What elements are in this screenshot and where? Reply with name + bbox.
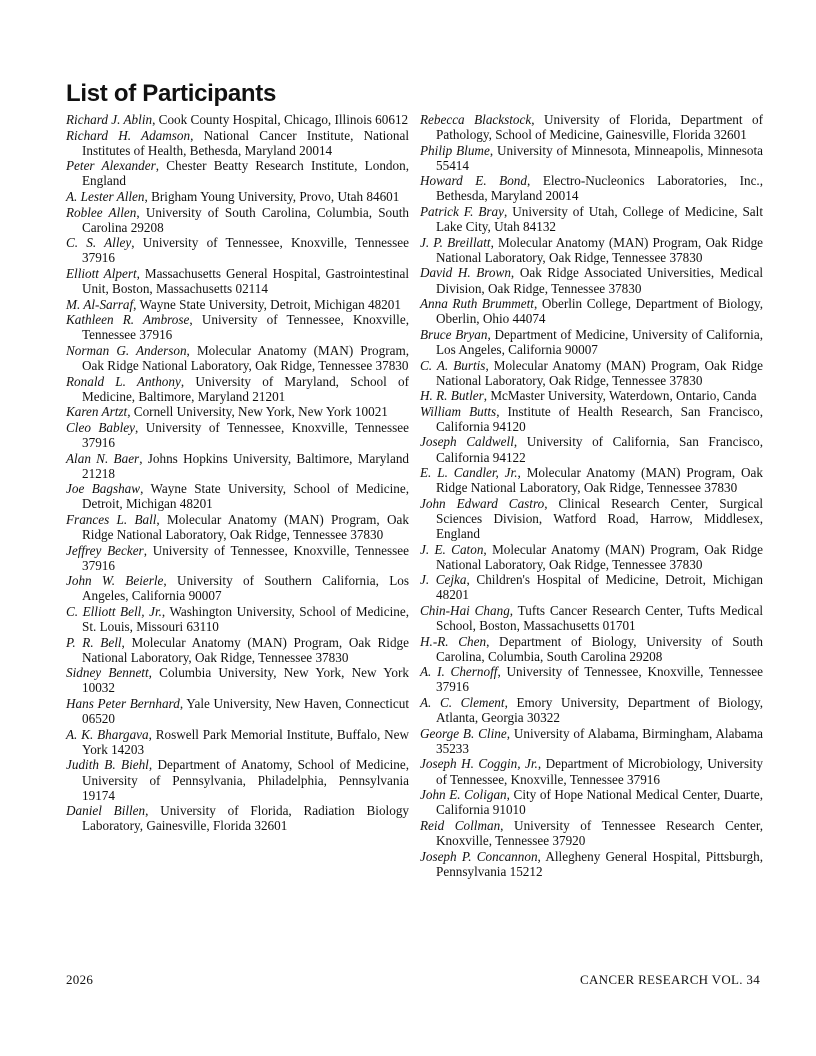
participant-affiliation: Electro-Nucleonics Laboratories, Inc., Bethesda, Maryland 20014 [436, 173, 764, 204]
participant-entry: Peter Alexander, Chester Beatty Research Institute, London, England [66, 158, 409, 189]
participant-affiliation: Molecular Anatomy (MAN) Program, Oak Ridge National Laboratory, Oak Ridge, Tennessee 37830 [436, 234, 764, 265]
participant-name: Rebecca Blackstock [420, 112, 532, 127]
participant-entry: John Edward Castro, Clinical Research Center, Surgical Sciences Division, Watford Road, Harrow, Middlesex, England [420, 495, 763, 542]
participant-entry: Joseph P. Concannon, Allegheny General Hospital, Pittsburgh, Pennsylvania 15212 [420, 848, 763, 879]
participant-entry: Norman G. Anderson, Molecular Anatomy (MAN) Program, Oak Ridge National Laboratory, Oak Ridge, Tennessee 37830 [66, 342, 410, 373]
participant-entry: Richard J. Ablin, Cook County Hospital, Chicago, Illinois 60612 [66, 112, 409, 127]
participant-affiliation: Department of Anatomy, School of Medicine, University of Pennsylvania, Philadelphia, Pennsylvania 19174 [82, 757, 410, 803]
participant-entry: C. Elliott Bell, Jr., Washington University, School of Medicine, St. Louis, Missouri 63110 [66, 604, 409, 635]
participant-affiliation: University of Florida, Radiation Biology Laboratory, Gainesville, Florida 32601 [82, 803, 410, 834]
participant-entry: Frances L. Ball, Molecular Anatomy (MAN) Program, Oak Ridge National Laboratory, Oak Ridge, Tennessee 37830 [66, 511, 409, 543]
participant-name: Joseph Caldwell [420, 434, 514, 450]
participant-affiliation: Department of Medicine, University of California, Los Angeles, California 90007 [436, 326, 763, 357]
participant-affiliation: Massachusetts General Hospital, Gastrointestinal Unit, Boston, Massachusetts 02114 [82, 265, 410, 297]
participant-affiliation: National Cancer Institute, National Institutes of Health, Bethesda, Maryland 20014 [82, 127, 410, 158]
participant-affiliation: McMaster University, Waterdown, Ontario, Canda [490, 388, 757, 404]
participant-name: Joe Bagshaw [66, 481, 141, 497]
participant-affiliation: Columbia University, New York, New York 10032 [82, 665, 410, 696]
participant-name: Frances L. Ball [66, 511, 157, 527]
participant-entry: Kathleen R. Ambrose, University of Tennessee, Knoxville, Tennessee 37916 [66, 312, 409, 343]
participant-affiliation: Cornell University, New York, New York 10021 [133, 404, 388, 420]
participant-entry: H.-R. Chen, Department of Biology, University of South Carolina, Columbia, South Carolina 29208 [420, 633, 763, 664]
participant-affiliation: Clinical Research Center, Surgical Sciences Division, Watford Road, Harrow, Middlesex, England [436, 495, 763, 542]
participant-name: J. P. Breillatt [420, 234, 491, 250]
participant-entry: George B. Cline, University of Alabama, Birmingham, Alabama 35233 [420, 725, 764, 756]
participant-entry: Anna Ruth Brummett, Oberlin College, Department of Biology, Oberlin, Ohio 44074 [420, 296, 763, 327]
participant-name: H. R. Butler [420, 388, 484, 404]
participant-affiliation: University of California, San Francisco, California 94122 [436, 434, 763, 465]
participant-affiliation: Yale University, New Haven, Connecticut 06520 [82, 696, 409, 727]
page-title: List of Participants [66, 80, 277, 107]
participant-entry: Reid Collman, University of Tennessee Research Center, Knoxville, Tennessee 37920 [420, 817, 763, 848]
participant-affiliation: Oak Ridge Associated Universities, Medical Division, Oak Ridge, Tennessee 37830 [436, 265, 764, 296]
participant-entry: J. P. Breillatt, Molecular Anatomy (MAN) Program, Oak Ridge National Laboratory, Oak Ridge, Tennessee 37830 [420, 234, 764, 265]
participant-entry: Richard H. Adamson, National Cancer Institute, National Institutes of Health, Bethesda, Maryland 20014 [66, 127, 410, 158]
participant-name: Philip Blume [420, 142, 490, 158]
participant-entry: John E. Coligan, City of Hope National Medical Center, Duarte, California 91010 [420, 787, 764, 818]
participant-name: P. R. Bell [66, 634, 122, 650]
participant-name: Ronald L. Anthony [66, 373, 181, 389]
participant-entry: Daniel Billen, University of Florida, Radiation Biology Laboratory, Gainesville, Florida 32601 [66, 803, 410, 834]
participant-name: E. L. Candler, Jr. [420, 465, 518, 481]
participant-affiliation: Washington University, School of Medicine, St. Louis, Missouri 63110 [82, 604, 409, 635]
participant-name: Chin-Hai Chang [420, 603, 510, 618]
participant-name: Reid Collman [420, 817, 501, 833]
participant-entry: Bruce Bryan, Department of Medicine, University of California, Los Angeles, California 90007 [420, 326, 763, 357]
participant-affiliation: Wayne State University, School of Medicine, Detroit, Michigan 48201 [82, 481, 409, 512]
participant-entry: C. S. Alley, University of Tennessee, Knoxville, Tennessee 37916 [66, 235, 409, 266]
participant-name: David H. Brown [420, 265, 511, 281]
participant-affiliation: Department of Microbiology, University of Tennessee, Knoxville, Tennessee 37916 [436, 756, 763, 787]
participant-name: George B. Cline [420, 725, 507, 741]
participant-name: Anna Ruth Brummett [420, 296, 534, 312]
journal-name: CANCER RESEARCH VOL. 34 [579, 972, 760, 987]
participant-affiliation: University of Tennessee, Knoxville, Tennessee 37916 [82, 235, 409, 266]
participant-affiliation: Molecular Anatomy (MAN) Program, Oak Ridge National Laboratory, Oak Ridge, Tennessee 37830 [436, 465, 763, 496]
participant-affiliation: University of South Carolina, Columbia, South Carolina 29208 [82, 204, 409, 235]
participant-affiliation: University of Southern California, Los Angeles, California 90007 [82, 573, 410, 604]
participant-entry: A. K. Bhargava, Roswell Park Memorial Institute, Buffalo, New York 14203 [66, 726, 409, 757]
participant-affiliation: University of Minnesota, Minneapolis, Minnesota 55414 [436, 142, 764, 173]
participants-column-right [420, 112, 763, 879]
participant-entry: Elliott Alpert, Massachusetts General Hospital, Gastrointestinal Unit, Boston, Massachusetts 02114 [66, 265, 410, 297]
participant-name: Hans Peter Bernhard [66, 696, 180, 712]
participant-entry: P. R. Bell, Molecular Anatomy (MAN) Program, Oak Ridge National Laboratory, Oak Ridge, Tennessee 37830 [66, 634, 409, 665]
participant-affiliation: University of Alabama, Birmingham, Alabama 35233 [436, 725, 764, 756]
participant-affiliation: Allegheny General Hospital, Pittsburgh, Pennsylvania 15212 [436, 848, 763, 879]
participant-entry: David H. Brown, Oak Ridge Associated Universities, Medical Division, Oak Ridge, Tennessee 37830 [420, 265, 764, 296]
participant-entry: Rebecca Blackstock, University of Florida, Department of Pathology, School of Medicine, Gainesville, Florida 32601 [420, 112, 763, 143]
participant-entry: A. Lester Allen, Brigham Young University, Provo, Utah 84601 [66, 188, 400, 204]
participant-name: Kathleen R. Ambrose [66, 312, 190, 328]
participant-entry: A. C. Clement, Emory University, Department of Biology, Atlanta, Georgia 30322 [420, 695, 763, 726]
participant-entry: Philip Blume, University of Minnesota, Minneapolis, Minnesota 55414 [420, 142, 764, 173]
participant-affiliation: University of Utah, College of Medicine, Salt Lake City, Utah 84132 [436, 204, 763, 235]
participant-name: J. E. Caton [420, 541, 484, 557]
participant-name: J. Cejka [420, 572, 467, 588]
participant-name: Daniel Billen [66, 803, 146, 819]
participant-entry: Ronald L. Anthony, University of Maryland, School of Medicine, Baltimore, Maryland 21201 [66, 373, 409, 404]
participants-column-left [66, 112, 409, 834]
participant-name: John W. Beierle [66, 573, 164, 589]
participant-name: C. Elliott Bell, Jr. [66, 604, 162, 619]
participant-affiliation: University of Maryland, School of Medicine, Baltimore, Maryland 21201 [82, 373, 409, 404]
participant-name: H.-R. Chen [420, 633, 487, 649]
participant-entry: Judith B. Biehl, Department of Anatomy, School of Medicine, University of Pennsylvania, Philadelphia, Pennsylvania 19174 [66, 757, 410, 803]
participant-name: A. K. Bhargava [66, 726, 149, 742]
participant-entry: John W. Beierle, University of Southern California, Los Angeles, California 90007 [66, 573, 410, 604]
participant-name: Roblee Allen [66, 204, 137, 220]
participant-name: Cleo Babley [66, 419, 135, 435]
participant-name: Alan N. Baer [66, 450, 140, 466]
participant-affiliation: University of Tennessee Research Center, Knoxville, Tennessee 37920 [436, 817, 763, 848]
participant-affiliation: Tufts Cancer Research Center, Tufts Medical School, Boston, Massachusetts 01701 [436, 603, 763, 634]
participant-entry: Jeffrey Becker, University of Tennessee, Knoxville, Tennessee 37916 [66, 542, 409, 573]
participant-entry: Cleo Babley, University of Tennessee, Knoxville, Tennessee 37916 [66, 419, 409, 450]
participant-entry: Patrick F. Bray, University of Utah, College of Medicine, Salt Lake City, Utah 84132 [420, 204, 763, 235]
participant-affiliation: University of Tennessee, Knoxville, Tennessee 37916 [82, 419, 409, 450]
participant-name: Elliott Alpert [66, 265, 137, 281]
participant-name: Bruce Bryan [420, 326, 488, 342]
participant-affiliation: Roswell Park Memorial Institute, Buffalo, New York 14203 [82, 726, 409, 757]
participant-affiliation: Emory University, Department of Biology, Atlanta, Georgia 30322 [436, 695, 763, 726]
participant-entry: E. L. Candler, Jr., Molecular Anatomy (MAN) Program, Oak Ridge National Laboratory, Oak Ridge, Tennessee 37830 [420, 465, 763, 496]
participant-affiliation: University of Florida, Department of Pathology, School of Medicine, Gainesville, Florida 32601 [436, 112, 763, 143]
participant-affiliation: City of Hope National Medical Center, Duarte, California 91010 [436, 787, 764, 818]
participant-affiliation: University of Tennessee, Knoxville, Tennessee 37916 [82, 542, 409, 573]
participant-entry: Chin-Hai Chang, Tufts Cancer Research Center, Tufts Medical School, Boston, Massachusetts 01701 [420, 603, 763, 634]
participant-name: Richard H. Adamson [66, 127, 191, 143]
participant-affiliation: Institute of Health Research, San Francisco, California 94120 [436, 403, 764, 434]
participant-entry: A. I. Chernoff, University of Tennessee, Knoxville, Tennessee 37916 [420, 664, 763, 695]
page-number: 2026 [66, 972, 94, 987]
participant-name: Sidney Bennett [66, 665, 149, 681]
participant-affiliation: Johns Hopkins University, Baltimore, Maryland 21218 [82, 450, 410, 481]
participant-entry: Karen Artzt, Cornell University, New York, New York 10021 [66, 404, 388, 420]
participant-entry: William Butts, Institute of Health Research, San Francisco, California 94120 [420, 403, 764, 434]
participant-affiliation: Molecular Anatomy (MAN) Program, Oak Ridge National Laboratory, Oak Ridge, Tennessee 37830 [436, 357, 763, 388]
participant-affiliation: Children's Hospital of Medicine, Detroit, Michigan 48201 [436, 572, 763, 603]
participant-name: Howard E. Bond [420, 173, 527, 189]
participant-affiliation: Department of Biology, University of South Carolina, Columbia, South Carolina 29208 [436, 633, 763, 664]
participant-name: Patrick F. Bray [420, 204, 504, 220]
participant-affiliation: Molecular Anatomy (MAN) Program, Oak Ridge National Laboratory, Oak Ridge, Tennessee 37830 [82, 342, 410, 373]
participant-name: Peter Alexander [66, 158, 156, 174]
participant-entry: Howard E. Bond, Electro-Nucleonics Laboratories, Inc., Bethesda, Maryland 20014 [420, 173, 764, 204]
participant-name: C. S. Alley [66, 235, 132, 251]
participant-name: C. A. Burtis [420, 357, 486, 373]
participant-name: Norman G. Anderson [66, 342, 187, 358]
participant-entry: Roblee Allen, University of South Carolina, Columbia, South Carolina 29208 [66, 204, 409, 235]
participant-entry: Joseph Caldwell, University of California, San Francisco, California 94122 [420, 434, 763, 465]
participant-affiliation: Molecular Anatomy (MAN) Program, Oak Ridge National Laboratory, Oak Ridge, Tennessee 37830 [82, 634, 409, 665]
participant-entry: Joseph H. Coggin, Jr., Department of Microbiology, University of Tennessee, Knoxville, Tennessee 37916 [420, 756, 763, 787]
participant-affiliation: Molecular Anatomy (MAN) Program, Oak Ridge National Laboratory, Oak Ridge, Tennessee 37830 [436, 541, 764, 572]
participant-name: Judith B. Biehl [66, 757, 149, 773]
participant-name: Jeffrey Becker [66, 542, 144, 558]
participant-name: Joseph H. Coggin, Jr. [420, 756, 538, 772]
participant-name: M. Al-Sarraf [66, 296, 134, 312]
participant-entry: Hans Peter Bernhard, Yale University, New Haven, Connecticut 06520 [66, 696, 409, 727]
participant-affiliation: Wayne State University, Detroit, Michigan 48201 [139, 296, 401, 312]
participant-affiliation: Oberlin College, Department of Biology, Oberlin, Ohio 44074 [436, 296, 763, 327]
participant-name: A. Lester Allen [66, 188, 145, 204]
participant-name: Joseph P. Concannon [420, 848, 538, 864]
participant-entry: J. Cejka, Children's Hospital of Medicine, Detroit, Michigan 48201 [420, 572, 763, 603]
participant-entry: Alan N. Baer, Johns Hopkins University, Baltimore, Maryland 21218 [66, 450, 410, 481]
participant-entry: H. R. Butler, McMaster University, Waterdown, Ontario, Canda [420, 388, 757, 404]
participant-entry: Sidney Bennett, Columbia University, New York, New York 10032 [66, 665, 410, 696]
participant-name: A. I. Chernoff [420, 664, 498, 680]
participant-affiliation: Cook County Hospital, Chicago, Illinois 60612 [158, 112, 409, 127]
participant-name: Richard J. Ablin [66, 112, 153, 127]
participant-entry: M. Al-Sarraf, Wayne State University, Detroit, Michigan 48201 [66, 296, 401, 312]
participant-affiliation: University of Tennessee, Knoxville, Tennessee 37916 [436, 664, 763, 695]
participant-entry: J. E. Caton, Molecular Anatomy (MAN) Program, Oak Ridge National Laboratory, Oak Ridge, Tennessee 37830 [420, 541, 764, 572]
participant-name: A. C. Clement [420, 695, 505, 711]
participant-name: John E. Coligan [420, 787, 507, 803]
participant-name: Karen Artzt [66, 404, 128, 420]
participant-entry: C. A. Burtis, Molecular Anatomy (MAN) Program, Oak Ridge National Laboratory, Oak Ridge, Tennessee 37830 [420, 357, 763, 388]
participant-entry: Joe Bagshaw, Wayne State University, School of Medicine, Detroit, Michigan 48201 [66, 481, 409, 512]
participant-name: John Edward Castro [420, 495, 545, 511]
participant-affiliation: Brigham Young University, Provo, Utah 84601 [151, 188, 400, 204]
participant-name: William Butts [420, 403, 497, 419]
participant-affiliation: Chester Beatty Research Institute, London, England [82, 158, 409, 189]
participant-affiliation: University of Tennessee, Knoxville, Tennessee 37916 [82, 312, 409, 343]
participant-affiliation: Molecular Anatomy (MAN) Program, Oak Ridge National Laboratory, Oak Ridge, Tennessee 37830 [82, 511, 409, 543]
